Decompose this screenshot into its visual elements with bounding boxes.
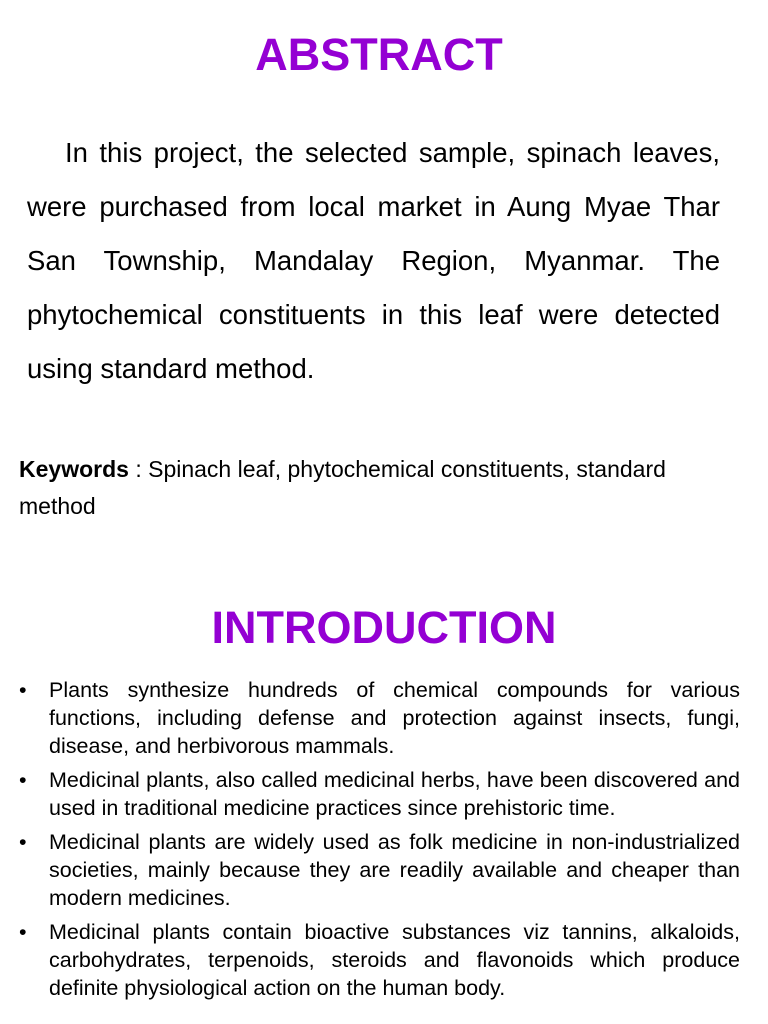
bullet-icon: • <box>19 920 27 944</box>
list-item-text: Medicinal plants contain bioactive substances viz tannins, alkaloids, carbohydrates, terpenoids, steroids and flavonoids which produce definite physiological action on the human body. <box>49 920 740 1000</box>
list-item <box>0 676 768 760</box>
abstract-body: In this project, the selected sample, spinach leaves, were purchased from local market in Aung Myae Thar San Township, Mandalay Region, Myanmar. The phytochemical constituents in this leaf were detected using standard method. <box>27 137 720 384</box>
list-item-text: Medicinal plants, also called medicinal herbs, have been discovered and used in traditional medicine practices since prehistoric time. <box>49 768 740 820</box>
abstract-heading: ABSTRACT <box>255 29 503 80</box>
list-item-text: Medicinal plants are widely used as folk medicine in non-industrialized societies, mainly because they are readily available and cheaper than modern medicines. <box>49 830 740 910</box>
bullet-icon: • <box>19 830 27 854</box>
list-item <box>0 918 768 1002</box>
list-item-text: Plants synthesize hundreds of chemical compounds for various functions, including defense and protection against insects, fungi, disease, and herbivorous mammals. <box>49 678 740 758</box>
introduction-heading: INTRODUCTION <box>211 602 557 653</box>
bullet-icon: • <box>19 768 27 792</box>
list-item <box>0 766 768 822</box>
keywords-line <box>19 451 749 525</box>
introduction-list <box>0 676 768 1008</box>
keywords-label: Keywords <box>19 456 129 482</box>
list-item <box>0 828 768 912</box>
keywords-separator: : <box>128 456 149 482</box>
bullet-icon: • <box>19 678 27 702</box>
keywords-text: Spinach leaf, phytochemical constituents, standard method <box>19 456 666 519</box>
